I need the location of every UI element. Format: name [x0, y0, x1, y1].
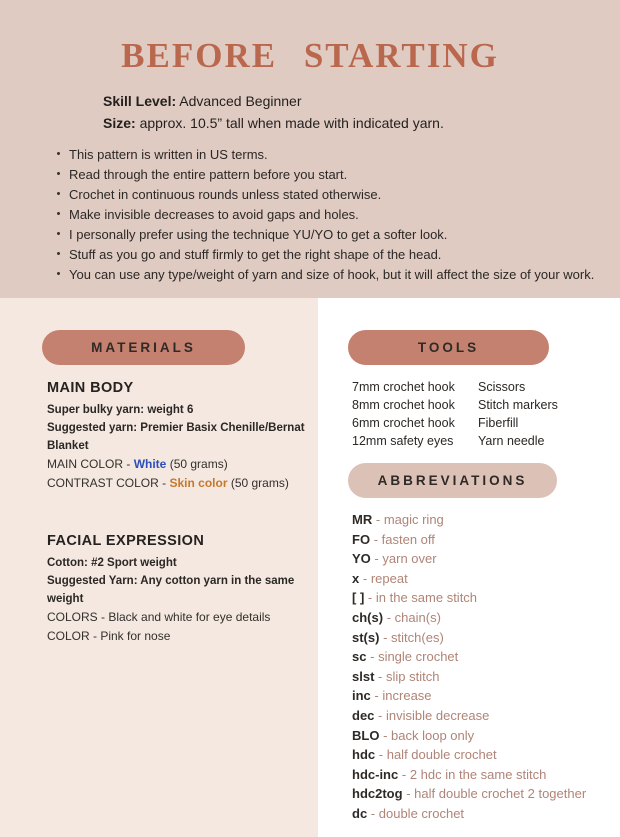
note-text: Crochet in continuous rounds unless stated otherwise. — [69, 187, 382, 202]
size-line — [103, 112, 620, 134]
abbreviation-separator: - — [370, 805, 376, 821]
tools-list-col2 — [478, 378, 558, 450]
abbreviation-separator: - — [383, 629, 388, 645]
skill-level-label: Skill Level: — [103, 93, 177, 109]
skill-level-value: Advanced Beginner — [179, 93, 302, 109]
list-item — [352, 706, 620, 726]
abbreviation-separator: - — [401, 766, 407, 782]
abbreviation-term: inc — [352, 688, 371, 704]
abbreviation-separator: - — [367, 590, 373, 606]
tools-column — [318, 298, 620, 837]
list-item — [57, 165, 620, 185]
page-title: BEFORE STARTING — [121, 36, 499, 75]
abbreviation-term: MR — [352, 512, 373, 527]
abbreviation-definition: chain(s) — [394, 609, 441, 625]
list-item — [352, 726, 620, 746]
list-item: 8mm crochet hook — [352, 398, 455, 412]
list-item — [352, 765, 620, 785]
list-item — [352, 530, 620, 550]
bullet-icon — [57, 232, 60, 235]
list-item — [352, 569, 620, 589]
abbreviation-definition: 2 hdc in the same stitch — [409, 766, 547, 782]
abbreviations-header-pill — [348, 463, 557, 498]
list-item: Stitch markers — [478, 398, 558, 412]
main-color-line — [47, 455, 313, 474]
list-item — [352, 549, 620, 569]
note-text: You can use any type/weight of yarn and size of hook, but it will affect the size of your work. — [69, 267, 595, 282]
main-color-prefix: MAIN COLOR - — [47, 457, 131, 471]
abbreviation-separator: - — [378, 747, 384, 763]
abbreviation-definition: half double crochet 2 together — [414, 786, 587, 802]
bullet-icon — [57, 212, 60, 215]
pattern-notes-list — [57, 145, 620, 285]
abbreviation-separator: - — [406, 786, 411, 802]
abbreviation-definition: increase — [382, 688, 432, 704]
abbreviations-header-label: ABBREVIATIONS — [377, 473, 528, 488]
list-item — [57, 245, 620, 265]
abbreviation-definition: invisible decrease — [386, 707, 490, 723]
abbreviation-term: st(s) — [352, 629, 380, 645]
size-value: approx. 10.5” tall when made with indicated yarn. — [139, 115, 444, 131]
facial-colors-line: COLORS - Black and white for eye details — [47, 610, 271, 624]
main-body-yarn-weight: Super bulky yarn: weight 6 — [47, 404, 194, 416]
abbreviation-separator: - — [378, 707, 383, 723]
abbreviation-definition: in the same stitch — [375, 590, 478, 606]
abbreviation-definition: single crochet — [378, 649, 459, 665]
list-item — [57, 145, 620, 165]
tools-list-col1 — [352, 378, 478, 450]
abbreviation-definition: magic ring — [383, 512, 444, 527]
contrast-color-value: Skin color — [169, 476, 228, 490]
abbreviation-term: hdc-inc — [352, 766, 399, 782]
size-label: Size: — [103, 115, 136, 131]
note-text: Read through the entire pattern before you start. — [69, 167, 348, 182]
abbreviation-term: sc — [352, 649, 367, 665]
facial-suggested-yarn: Suggested Yarn: Any cotton yarn in the same weight — [47, 575, 295, 605]
abbreviation-separator: - — [370, 649, 375, 665]
list-item: 6mm crochet hook — [352, 416, 455, 430]
abbreviation-term: BLO — [352, 727, 380, 743]
note-text: Make invisible decreases to avoid gaps and holes. — [69, 207, 359, 222]
list-item — [352, 804, 620, 824]
note-text: Stuff as you go and stuff firmly to get the right shape of the head. — [69, 247, 442, 262]
abbreviation-definition: stitch(es) — [391, 629, 444, 645]
list-item — [352, 667, 620, 687]
abbreviation-definition: back loop only — [391, 727, 475, 743]
abbreviation-separator: - — [386, 609, 392, 625]
bullet-icon — [57, 272, 60, 275]
contrast-color-suffix: (50 grams) — [230, 476, 289, 490]
facial-expression-block — [47, 533, 313, 646]
list-item: 12mm safety eyes — [352, 434, 454, 448]
tools-list — [352, 378, 620, 450]
list-item — [352, 608, 620, 628]
abbreviation-definition: repeat — [370, 570, 408, 586]
skill-level-line — [103, 90, 620, 112]
list-item — [352, 686, 620, 706]
list-item: Scissors — [478, 380, 526, 394]
abbreviations-list — [352, 510, 620, 824]
tools-header-pill — [348, 330, 549, 365]
abbreviation-term: dc — [352, 805, 368, 821]
list-item: Yarn needle — [478, 434, 545, 448]
abbreviation-definition: double crochet — [378, 805, 465, 821]
abbreviation-separator: - — [383, 727, 388, 743]
list-item — [57, 205, 620, 225]
abbreviation-separator: - — [362, 570, 368, 586]
facial-color-line: COLOR - Pink for nose — [47, 629, 171, 643]
list-item — [57, 225, 620, 245]
note-text: I personally prefer using the technique YU/YO to get a softer look. — [69, 227, 448, 242]
intro-section — [0, 0, 620, 298]
abbreviation-separator: - — [375, 512, 381, 527]
list-item — [352, 628, 620, 648]
list-item: Fiberfill — [478, 416, 519, 430]
abbreviation-definition: half double crochet — [386, 747, 497, 763]
abbreviation-term: hdc2tog — [352, 786, 403, 802]
tools-header-label: TOOLS — [417, 340, 480, 355]
facial-yarn-weight: Cotton: #2 Sport weight — [47, 557, 177, 569]
abbreviation-separator: - — [374, 551, 379, 567]
abbreviation-separator: - — [378, 668, 383, 684]
bullet-icon — [57, 172, 60, 175]
abbreviation-term: x — [352, 570, 360, 586]
main-body-block — [47, 380, 313, 493]
materials-header-pill — [42, 330, 245, 365]
list-item — [352, 784, 620, 804]
bullet-icon — [57, 152, 60, 155]
abbreviation-separator: - — [374, 688, 379, 704]
list-item — [352, 588, 620, 608]
list-item — [352, 745, 620, 765]
abbreviation-term: hdc — [352, 747, 376, 763]
abbreviation-term: dec — [352, 707, 375, 723]
abbreviation-separator: - — [373, 531, 379, 547]
main-body-suggested-yarn: Suggested yarn: Premier Basix Chenille/Bernat Blanket — [47, 422, 305, 452]
abbreviation-definition: fasten off — [381, 531, 435, 547]
contrast-color-prefix: CONTRAST COLOR - — [47, 476, 167, 490]
list-item — [352, 510, 620, 530]
bullet-icon — [57, 192, 60, 195]
main-body-heading: MAIN BODY — [47, 380, 134, 396]
abbreviation-term: YO — [352, 551, 371, 567]
materials-header-label: MATERIALS — [91, 340, 196, 355]
abbreviation-definition: yarn over — [382, 551, 437, 567]
details-section — [0, 298, 620, 837]
contrast-color-line — [47, 474, 313, 493]
abbreviation-term: ch(s) — [352, 609, 384, 625]
abbreviation-term: FO — [352, 531, 371, 547]
facial-expression-heading: FACIAL EXPRESSION — [47, 533, 205, 549]
bullet-icon — [57, 252, 60, 255]
abbreviation-term: [ ] — [352, 590, 365, 606]
materials-column — [0, 298, 318, 837]
note-text: This pattern is written in US terms. — [69, 147, 268, 162]
main-color-value: White — [133, 457, 167, 471]
pattern-info — [103, 90, 620, 134]
list-item — [57, 185, 620, 205]
list-item: 7mm crochet hook — [352, 380, 455, 394]
abbreviation-definition: slip stitch — [386, 668, 440, 684]
main-color-suffix: (50 grams) — [169, 457, 228, 471]
abbreviation-term: slst — [352, 668, 375, 684]
list-item — [352, 647, 620, 667]
list-item — [57, 265, 620, 285]
